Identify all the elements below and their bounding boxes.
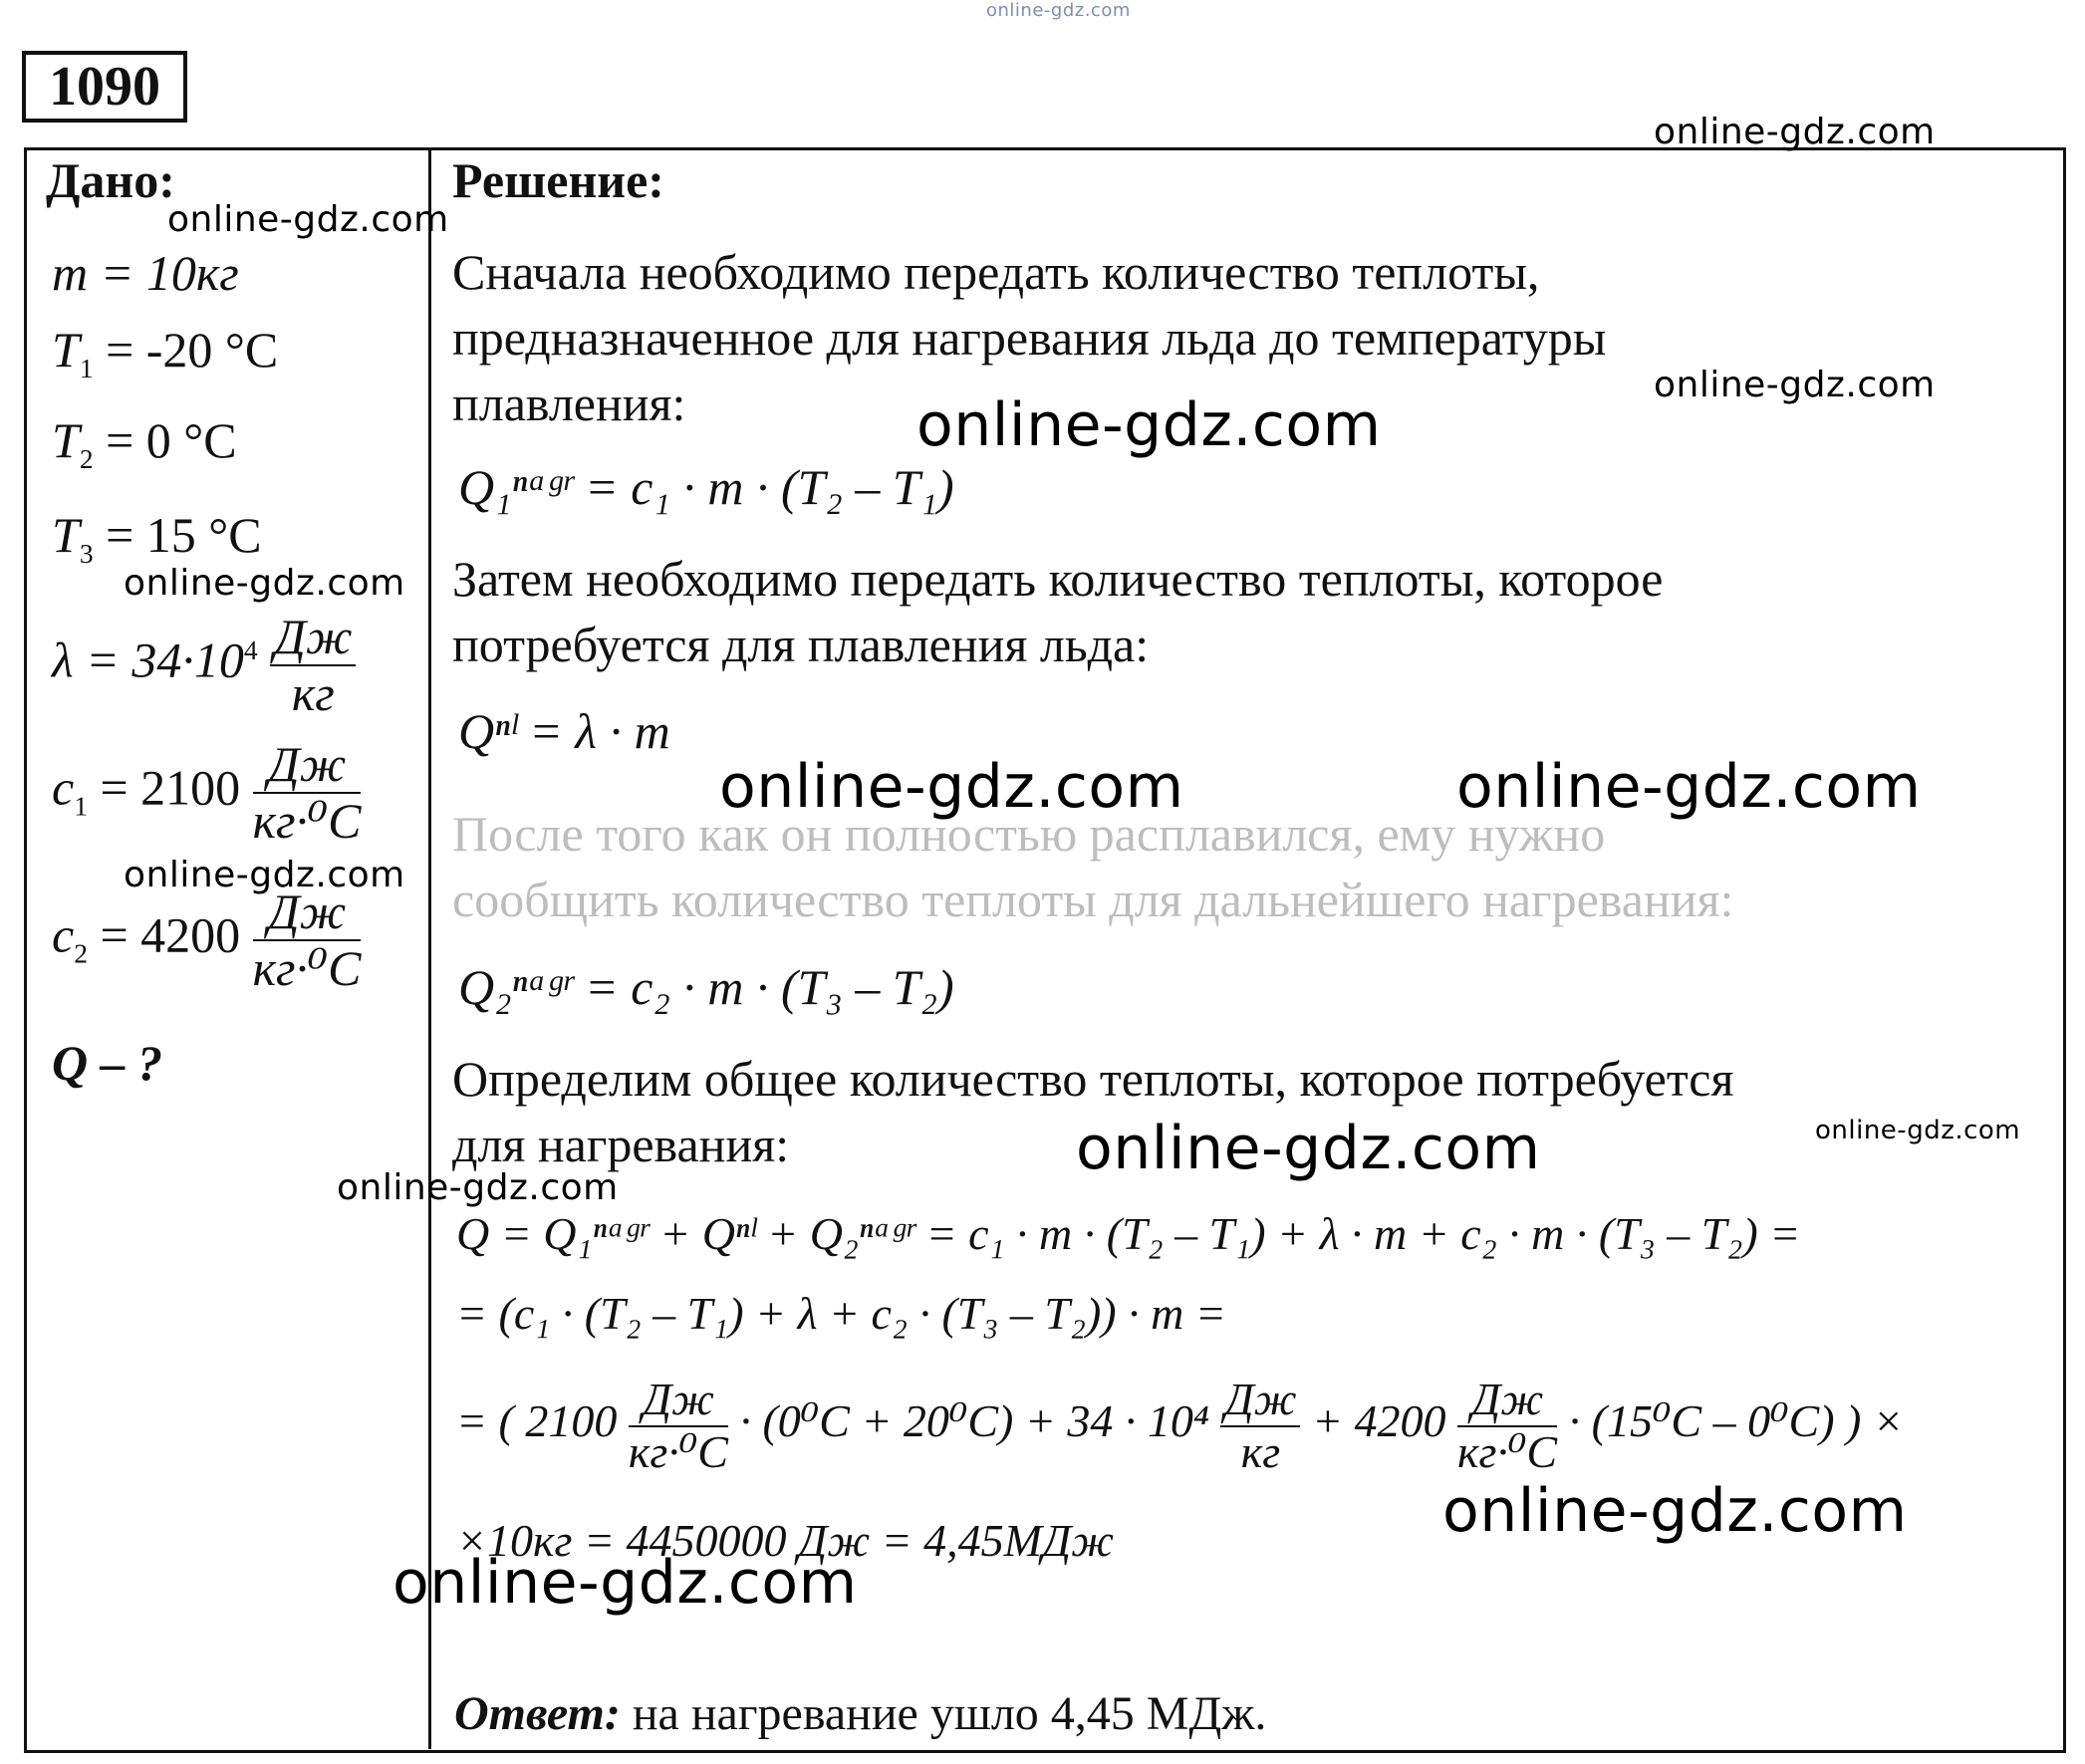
watermark: online-gdz.com — [1654, 112, 1936, 152]
watermark: online-gdz.com — [1815, 1116, 2021, 1145]
para-2-line-2: потребуется для плавления льда: — [452, 617, 1150, 672]
formula-q2: Q₂ⁿᵃᵍʳ = c₂ · m · (T₃ – T₂) — [458, 959, 954, 1015]
given-c1: $c_1 = 2100$ $\frac{Дж}{\text{кг·⁰C}}$ — [52, 736, 362, 849]
formula-total-line-4: ×10кг = 4450000 Дж = 4,45МДж — [456, 1515, 1115, 1566]
formula-total-line-3: = ( 2100 $\frac{Дж}{\text{кг·⁰C}}$ · (0⁰C + 20⁰C) + 34 · 10⁴ $\frac{Дж}{кг}$ + 4200 $\frac{Дж}{\text{кг·⁰C}}$ · (15⁰C – 0⁰C) ) × — [456, 1374, 1904, 1477]
formula-total-line-1: Q = Q₁ⁿᵃᵍʳ + Qⁿˡ + Q₂ⁿᵃᵍʳ = c₁ · m · (T₂ – T₁) + λ · m + c₂ · m · (T₃ – T₂) = — [456, 1208, 1801, 1259]
watermark: online-gdz.com — [167, 199, 449, 240]
given-t1: $T_1 = -20$ °C — [52, 322, 279, 383]
formula-q1: Q₁ⁿᵃᵍʳ = c₁ · m · (T₂ – T₁) — [458, 459, 954, 515]
answer — [454, 1681, 1266, 1747]
formula-total-line-2: = (c₁ · (T₂ – T₁) + λ + c₂ · (T₃ – T₂)) · m = — [456, 1288, 1226, 1339]
watermark: online-gdz.com — [916, 390, 1382, 460]
given-header: Дано: — [46, 152, 175, 208]
para-4-line-2: для нагревания: — [452, 1117, 790, 1172]
para-3-line-1: После того как он полностью расплавился, ему нужно — [452, 806, 1606, 862]
solution-header: Решение: — [452, 152, 664, 208]
watermark: online-gdz.com — [1076, 1114, 1541, 1183]
watermark: online-gdz.com — [124, 563, 405, 604]
watermark: online-gdz.com — [124, 855, 405, 895]
given-lambda: $\lambda = 34\cdot 10^4$ $\frac{Дж}{кг}$ — [52, 610, 356, 721]
para-3-line-2: сообщить количество теплоты для дальнейшего нагревания: — [452, 872, 1734, 927]
answer-label: Ответ: — [454, 1687, 621, 1740]
para-4-line-1: Определим общее количество теплоты, которое потребуется — [452, 1051, 1734, 1107]
given-find: Q – ? — [52, 1035, 163, 1091]
answer-text: на нагревание ушло 4,45 МДж. — [620, 1687, 1267, 1740]
given-mass: m = 10кг — [52, 245, 239, 301]
formula-qpl: Qⁿˡ = λ · m — [458, 703, 670, 759]
given-t3: $T_3 = 15$ °C — [52, 507, 262, 569]
watermark: online-gdz.com — [1654, 365, 1936, 405]
column-divider — [428, 149, 431, 1749]
para-2-line-1: Затем необходимо передать количество теплоты, которое — [452, 551, 1664, 607]
watermark: online-gdz.com — [719, 752, 1184, 822]
para-1-line-1: Сначала необходимо передать количество теплоты, — [452, 244, 1540, 300]
watermark: online-gdz.com — [1456, 752, 1922, 822]
watermark: online-gdz.com — [1442, 1476, 1908, 1546]
para-1-line-2: предназначенное для нагревания льда до температуры — [452, 310, 1607, 366]
watermark: online-gdz.com — [337, 1167, 619, 1208]
problem-number: 1090 — [22, 51, 187, 123]
watermark-top: online-gdz.com — [986, 0, 1131, 21]
given-c2: $c_2 = 4200$ $\frac{Дж}{\text{кг·⁰C}}$ — [52, 883, 362, 996]
para-1-line-3: плавления: — [452, 376, 686, 431]
given-t2: $T_2 = 0$ °C — [52, 412, 237, 474]
watermark: online-gdz.com — [392, 1548, 858, 1618]
